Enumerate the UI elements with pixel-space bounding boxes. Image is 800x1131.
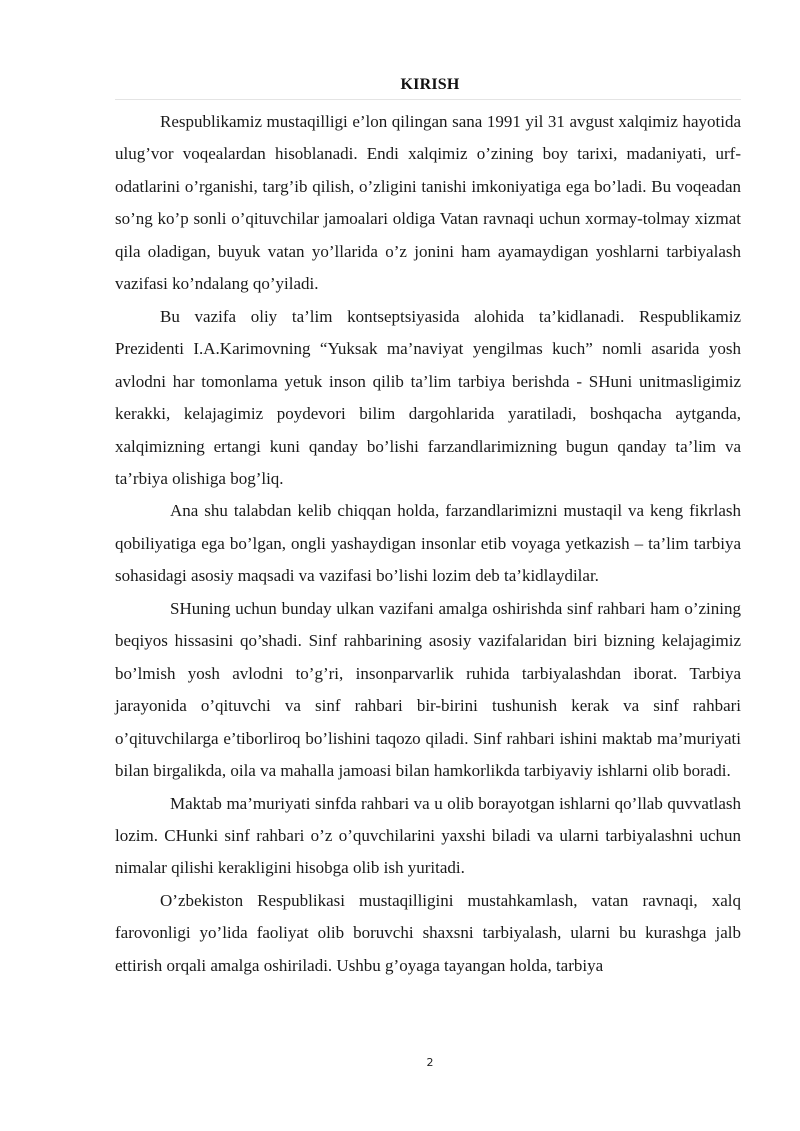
- paragraph-6: O’zbekiston Respublikasi mustaqilligini mustahkamlash, vatan ravnaqi, xalq farovonligi yo’lida faoliyat olib boruvchi shaxsni tarbiyalash, ularni bu kurashga jalb ettirish orqali amalga oshiriladi. Ushbu g’oyaga tayangan holda, tarbiya: [115, 890, 741, 975]
- paragraph-5: Maktab ma’muriyati sinfda rahbari va u olib borayotgan ishlarni qo’llab quvvatlash lozim. CHunki sinf rahbari o’z o’quvchilarini yaxshi biladi va ularni tarbiyalashni uchun nimalar qilishi kerakligini hisobga olib ish yuritadi.: [115, 793, 741, 878]
- paragraph-3: Ana shu talabdan kelib chiqqan holda, farzandlarimizni mustaqil va keng fikrlash qobiliyatiga ega bo’lgan, ongli yashaydigan insonlar etib voyaga yetkazish – ta’lim tarbiya sohasidagi asosiy maqsadi va vazifasi bo’lishi lozim deb ta’kidlaydilar.: [115, 501, 741, 586]
- paragraph-4: SHuning uchun bunday ulkan vazifani amalga oshirishda sinf rahbari ham o’zining beqiyos hissasini qo’shadi. Sinf rahbarining asosiy vazifalaridan biri bizning kelajagimiz bo’lmish yosh avlodni to’g’ri, insonparvarlik ruhida tarbiyalashdan iborat. Tarbiya jarayonida o’qituvchi va sinf rahbari bir-birini tushunish kerak va sinf rahbari o’qituvchilarga e’tiborliroq bo’lishini taqozo qiladi. Sinf rahbari ishini maktab ma’muriyati bilan birgalikda, oila va mahalla jamoasi bilan hamkorlikda tarbiyaviy ishlarni olib boradi.: [115, 598, 741, 781]
- page-number: 2: [426, 1056, 434, 1069]
- paragraph-1: Respublikamiz mustaqilligi e’lon qilingan sana 1991 yil 31 avgust xalqimiz hayotida ulug’vor voqealardan hisoblanadi. Endi xalqimiz o’zining boy tarixi, madaniyati, urf-odatlarini o’rganishi, targ’ib qilish, o’zligini tanishi imkoniyatiga ega bo’ladi. Bu voqeadan so’ng ko’p sonli o’qituvchilar jamoalari oldiga Vatan ravnaqi uchun xormay-tolmay xizmat qila oladigan, buyuk vatan yo’llarida o’z jonini ham ayamaydigan yoshlarni tarbiyalash vazifasi ko’ndalang qo’yiladi.: [115, 112, 741, 294]
- paragraph-2: Bu vazifa oliy ta’lim kontseptsiyasida alohida ta’kidlanadi. Respublikamiz Prezidenti I.A.Karimovning “Yuksak ma’naviyat yengilmas kuch” nomli asarida yosh avlodni har tomonlama yetuk inson qilib ta’lim tarbiya berishda - SHuni unitmasligimiz kerakki, kelajagimiz poydevori bilim dargohlarida yaratiladi, boshqacha aytganda, xalqimizning ertangi kuni qanday bo’lishi farzandlarimizning bugun qanday ta’lim va ta’rbiya olishiga bog’liq.: [115, 306, 741, 488]
- section-heading: KIRISH: [400, 76, 460, 93]
- body-text: [115, 106, 741, 982]
- heading-divider: [115, 99, 741, 100]
